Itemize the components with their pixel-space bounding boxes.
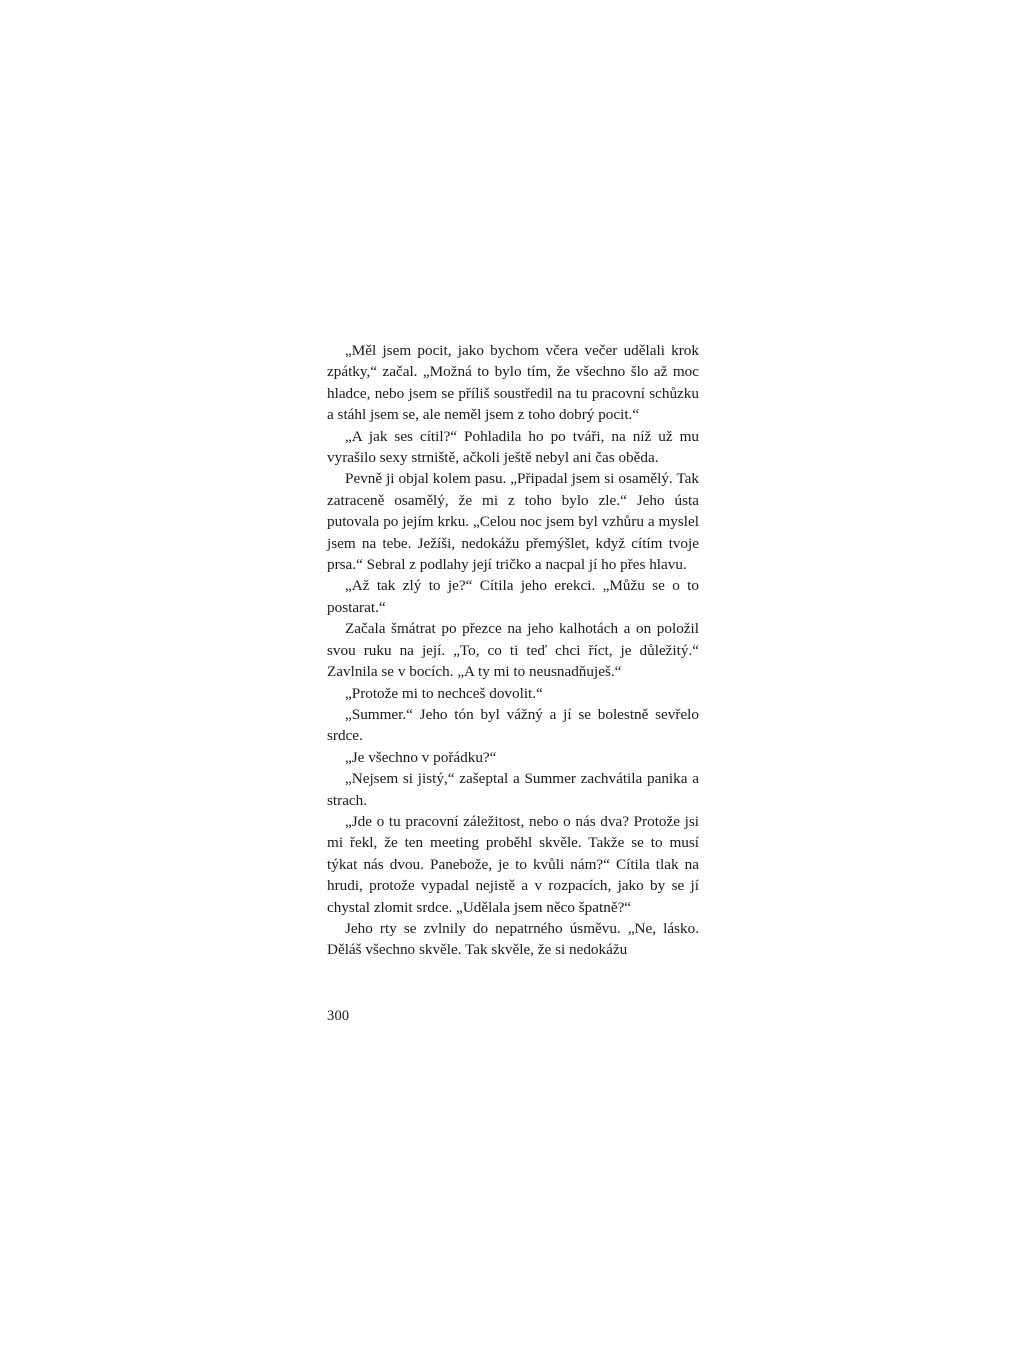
paragraph: „Jde o tu pracovní záležitost, nebo o nás dva? Protože jsi mi řekl, že ten meeting proběhl skvěle. Takže se to musí týkat nás dvou. Panebože, je to kvůli nám?“ Cítila tlak na hrudi, protože vypadal nejistě a v rozpacích, jako by se jí chystal zlomit srdce. „Udělala jsem něco špatně?“: [327, 812, 699, 916]
paragraph: Pevně ji objal kolem pasu. „Připadal jsem si osamělý. Tak zatraceně osamělý, že mi z toho bylo zle.“ Jeho ústa putovala po jejím krku. „Celou noc jsem byl vzhůru a myslel jsem na tebe. Ježíši, nedokážu přemýšlet, když cítím tvoje prsa.“ Sebral z podlahy její tričko a nacpal jí ho přes hlavu.: [327, 470, 699, 574]
paragraph: „Až tak zlý to je?“ Cítila jeho erekci. „Můžu se o to postarat.“: [327, 577, 699, 616]
paragraph: „Je všechno v pořádku?“: [345, 748, 497, 766]
page-number: 300: [327, 1008, 350, 1024]
paragraph: „Summer.“ Jeho tón byl vážný a jí se bolestně sevřelo srdce.: [327, 705, 699, 745]
paragraph: Jeho rty se zvlnily do nepatrného úsměvu. „Ne, lásko. Děláš všechno skvěle. Tak skvěle, že si nedokážu: [327, 919, 699, 959]
paragraph: „Měl jsem pocit, jako bychom včera večer udělali krok zpátky,“ začal. „Možná to bylo tím, že všechno šlo až moc hladce, nebo jsem se příliš soustředil na tu pracovní schůzku a stáhl jsem se, ale neměl jsem z toho dobrý pocit.“: [327, 342, 699, 424]
body-text: [327, 340, 699, 961]
paragraph: Začala šmátrat po přezce na jeho kalhotách a on položil svou ruku na její. „To, co ti teď chci říct, je důležitý.“ Zavlnila se v bocích. „A ty mi to neusnadňuješ.“: [327, 620, 699, 681]
paragraph: „A jak ses cítil?“ Pohladila ho po tváři, na níž už mu vyrašilo sexy strniště, ačkoli ještě nebyl ani čas oběda.: [327, 427, 699, 467]
paragraph: „Nejsem si jistý,“ zašeptal a Summer zachvátila panika a strach.: [327, 770, 699, 809]
paragraph: „Protože mi to nechceš dovolit.“: [345, 684, 543, 702]
